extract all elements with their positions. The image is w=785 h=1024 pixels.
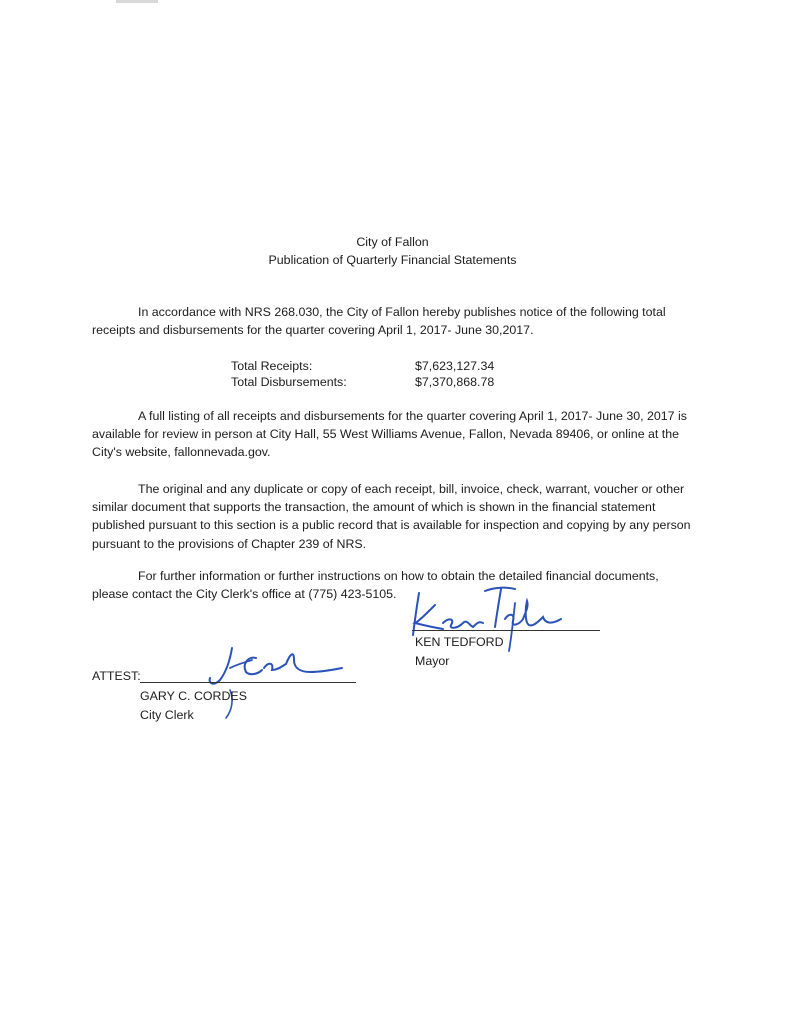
- contact-paragraph: For further information or further instructions on how to obtain the detailed financial documents, please contact the City Clerk's office at (775) 423-5105.: [92, 569, 659, 602]
- mayor-signature-line: [412, 630, 600, 631]
- totals-value: $7,623,127.34: [415, 359, 495, 373]
- records-paragraph: The original and any duplicate or copy of each receipt, bill, invoice, check, warrant, voucher or other similar document that supports the transaction, the amount of which is shown in the financial statement published pursuant to this section is a public record that is available for inspection and copying by any person pursuant to the provisions of Chapter 239 of NRS.: [92, 482, 691, 551]
- totals-value: $7,370,868.78: [415, 375, 495, 389]
- mayor-name: KEN TEDFORD: [415, 635, 504, 649]
- mayor-title: Mayor: [415, 654, 450, 668]
- listing-paragraph: A full listing of all receipts and disbursements for the quarter covering April 1, 2017- June 30, 2017 is available for review in person at City Hall, 55 West Williams Avenue, Fallon, Nevada 89406, or online at the City's website, fallonnevada.gov.: [92, 409, 687, 460]
- clerk-signature-line: [140, 682, 356, 683]
- clerk-title: City Clerk: [140, 708, 194, 722]
- clerk-name: GARY C. CORDES: [140, 689, 247, 703]
- organization-name: City of Fallon: [356, 235, 429, 249]
- totals-label: Total Disbursements:: [231, 375, 347, 389]
- totals-row-disbursements: [231, 374, 531, 390]
- intro-paragraph: In accordance with NRS 268.030, the City of Fallon hereby publishes notice of the following total receipts and disbursements for the quarter covering April 1, 2017- June 30,2017.: [92, 305, 666, 338]
- totals-label: Total Receipts:: [231, 359, 313, 373]
- totals-row-receipts: [231, 358, 531, 374]
- attest-label: ATTEST:: [92, 669, 141, 683]
- clerk-signature: [190, 640, 350, 720]
- scan-artifact: [116, 0, 158, 3]
- document-title: Publication of Quarterly Financial Statements: [268, 253, 517, 267]
